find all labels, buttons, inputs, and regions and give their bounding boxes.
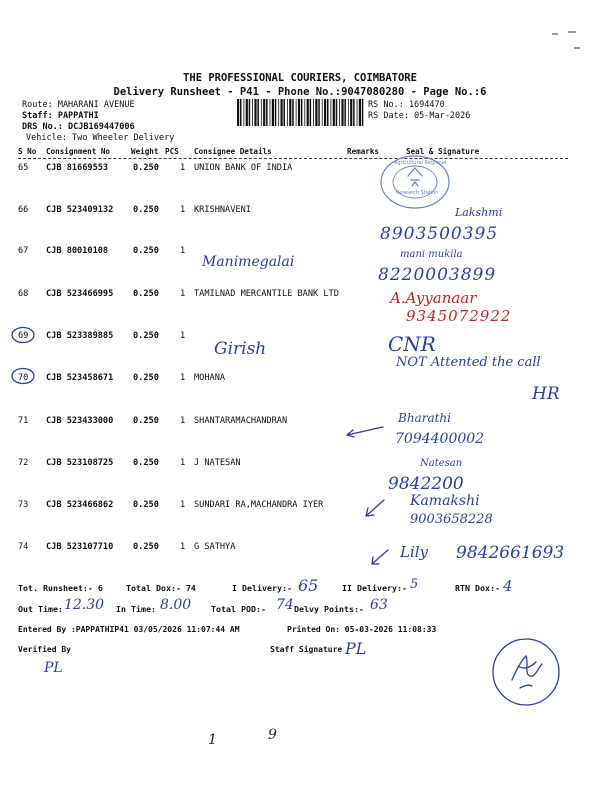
barcode-bar xyxy=(333,99,335,126)
hw-r67-note: mani mukila xyxy=(400,249,463,260)
barcode-bar xyxy=(292,99,294,126)
stamp-seal xyxy=(378,150,452,210)
col-weight: Weight xyxy=(131,147,159,156)
row-consignee: MOHANA xyxy=(194,373,226,383)
row-sno: 67 xyxy=(18,246,29,256)
hw-r72-phone: 9842200 xyxy=(388,474,464,494)
barcode-bar xyxy=(336,99,338,126)
hw-r68-phone: 9345072922 xyxy=(406,307,512,325)
col-pcs: PCS xyxy=(165,147,179,156)
barcode-bar xyxy=(263,99,265,126)
entered-by: Entered By :PAPPATHIP41 03/05/2026 11:07:44 AM xyxy=(18,625,240,634)
hw-r69-remark1: CNR xyxy=(388,332,436,356)
col-seal: Seal & Signature xyxy=(406,147,480,156)
barcode-bar xyxy=(257,99,259,126)
row-pcs: 1 xyxy=(180,246,186,256)
hw-r69-remark2: NOT Attented the call xyxy=(396,355,541,370)
row-weight: 0.250 xyxy=(133,500,159,510)
barcode-bar xyxy=(304,99,305,126)
barcode-bar xyxy=(318,99,320,126)
rtn-dox-value: 4 xyxy=(503,577,513,595)
verified-by: Verified By xyxy=(18,645,71,654)
barcode-bar xyxy=(353,99,355,126)
arrow-mark-74 xyxy=(368,548,390,568)
row-consignee: J NATESAN xyxy=(194,458,241,468)
hw-r68-name: A.Ayyanaar xyxy=(390,289,477,307)
table-row xyxy=(18,163,568,203)
stray-mark-2: 9 xyxy=(268,727,277,743)
table-row xyxy=(18,416,568,456)
col-consignment: Consignment No xyxy=(46,147,111,156)
barcode-bar xyxy=(252,99,253,126)
in-time-label: In Time: xyxy=(116,604,156,614)
header-divider xyxy=(18,158,568,159)
row-pcs: 1 xyxy=(180,331,186,341)
barcode-bar xyxy=(254,99,256,126)
barcode-bar xyxy=(284,99,286,126)
tot-runsheet: Tot. Runsheet:- 6 xyxy=(18,583,103,593)
barcode xyxy=(237,99,365,126)
hw-r72-name: Natesan xyxy=(420,458,463,469)
ii-delivery-value: 5 xyxy=(410,577,419,592)
hw-r66-phone: 8903500395 xyxy=(380,224,499,244)
row-sno: 69 xyxy=(18,331,29,341)
barcode-bar xyxy=(287,99,288,126)
row-weight: 0.250 xyxy=(133,331,159,341)
row-consignment: CJB 81669553 xyxy=(46,163,109,173)
circle-mark-70 xyxy=(10,367,36,385)
row-pcs: 1 xyxy=(180,373,186,383)
row-consignment: CJB 523433000 xyxy=(46,416,114,426)
barcode-bar xyxy=(261,99,262,126)
barcode-bar xyxy=(315,99,317,126)
barcode-bar xyxy=(298,99,300,126)
circle-mark-69 xyxy=(10,326,36,344)
ii-delivery-label: II Delivery:- xyxy=(342,583,407,593)
row-consignment: CJB 523108725 xyxy=(46,458,114,468)
row-consignment: CJB 523466862 xyxy=(46,500,114,510)
col-sno: S No xyxy=(18,147,37,156)
rs-date: RS Date: 05-Mar-2026 xyxy=(368,111,471,121)
row-weight: 0.250 xyxy=(133,246,159,256)
hw-r74-name: Lily xyxy=(400,543,429,561)
company-title: THE PROFESSIONAL COURIERS, COIMBATORE xyxy=(183,72,417,84)
table-row xyxy=(18,373,568,413)
hw-r73-name: Kamakshi xyxy=(410,493,480,509)
out-time-value: 12.30 xyxy=(64,597,105,613)
total-pod-label: Total POD:- xyxy=(211,604,266,614)
round-seal xyxy=(490,636,562,708)
table-row xyxy=(18,458,568,498)
row-pcs: 1 xyxy=(180,416,186,426)
hw-r66-name: Lakshmi xyxy=(455,206,503,219)
row-sno: 74 xyxy=(18,542,29,552)
stamp-text-1: Agricultural Regional xyxy=(394,160,447,166)
out-time-label: Out Time: xyxy=(18,604,63,614)
hw-r69-name: Girish xyxy=(214,339,267,359)
barcode-bar xyxy=(266,99,268,126)
rtn-dox-label: RTN Dox:- xyxy=(455,583,500,593)
runsheet-subtitle: Delivery Runsheet - P41 - Phone No.:9047080280 - Page No.:6 xyxy=(113,86,487,98)
row-weight: 0.250 xyxy=(133,205,159,215)
barcode-bar xyxy=(359,99,361,126)
row-pcs: 1 xyxy=(180,500,186,510)
rs-number: RS No.: 1694470 xyxy=(368,100,445,110)
stray-mark-1: 1 xyxy=(208,732,217,748)
barcode-bar xyxy=(249,99,251,126)
col-remarks: Remarks xyxy=(347,147,380,156)
row-pcs: 1 xyxy=(180,205,186,215)
barcode-bar xyxy=(240,99,242,126)
drs-label: DRS No.: DCJB169447006 xyxy=(22,122,135,132)
hw-r71-name: Bharathi xyxy=(398,411,451,425)
row-pcs: 1 xyxy=(180,542,186,552)
row-pcs: 1 xyxy=(180,289,186,299)
verified-signature: PL xyxy=(44,660,63,676)
row-consignment: CJB 523409132 xyxy=(46,205,114,215)
total-dox: Total Dox:- 74 xyxy=(126,583,196,593)
row-weight: 0.250 xyxy=(133,373,159,383)
barcode-bar xyxy=(281,99,283,126)
staff-label: Staff: PAPPATHI xyxy=(22,111,99,121)
barcode-bar xyxy=(362,99,364,126)
barcode-bar xyxy=(310,99,312,126)
arrow-mark-73 xyxy=(362,498,386,520)
barcode-bar xyxy=(278,99,279,126)
barcode-bar xyxy=(270,99,271,126)
row-sno: 70 xyxy=(18,373,29,383)
barcode-bar xyxy=(244,99,245,126)
row-weight: 0.250 xyxy=(133,458,159,468)
col-consignee: Consignee Details xyxy=(194,147,272,156)
barcode-bar xyxy=(289,99,291,126)
barcode-bar xyxy=(296,99,297,126)
row-sno: 72 xyxy=(18,458,29,468)
row-consignee: G SATHYA xyxy=(194,542,236,552)
barcode-bar xyxy=(237,99,239,126)
barcode-bar xyxy=(331,99,332,126)
row-weight: 0.250 xyxy=(133,289,159,299)
row-pcs: 1 xyxy=(180,458,186,468)
vehicle-label: Vehicle: Two Wheeler Delivery xyxy=(26,133,175,143)
row-consignee: SUNDARI RA,MACHANDRA IYER xyxy=(194,500,324,510)
row-sno: 65 xyxy=(18,163,29,173)
row-sno: 68 xyxy=(18,289,29,299)
barcode-bar xyxy=(307,99,309,126)
barcode-bar xyxy=(350,99,352,126)
i-delivery-value: 65 xyxy=(298,576,319,595)
row-weight: 0.250 xyxy=(133,542,159,552)
barcode-bar xyxy=(313,99,314,126)
hw-r67-name: Manimegalai xyxy=(202,254,295,270)
row-sno: 73 xyxy=(18,500,29,510)
delvy-points-label: Delvy Points:- xyxy=(294,604,364,614)
barcode-bar xyxy=(322,99,323,126)
row-weight: 0.250 xyxy=(133,416,159,426)
barcode-bar xyxy=(344,99,346,126)
barcode-bar xyxy=(348,99,349,126)
row-consignee: UNION BANK OF INDIA xyxy=(194,163,293,173)
barcode-bar xyxy=(339,99,340,126)
barcode-bar xyxy=(272,99,274,126)
barcode-bar xyxy=(301,99,303,126)
barcode-bar xyxy=(246,99,248,126)
in-time-value: 8.00 xyxy=(160,597,192,613)
hw-r70-remark: HR xyxy=(532,384,560,404)
row-pcs: 1 xyxy=(180,163,186,173)
barcode-bar xyxy=(341,99,343,126)
hw-r67-phone: 8220003899 xyxy=(378,265,497,285)
corner-marks xyxy=(548,28,588,52)
row-consignee: TAMILNAD MERCANTILE BANK LTD xyxy=(194,289,339,299)
barcode-bar xyxy=(275,99,277,126)
hw-r73-phone: 9003658228 xyxy=(410,512,493,527)
row-sno: 71 xyxy=(18,416,29,426)
staff-signature-label: Staff Signature xyxy=(270,645,343,654)
hw-r71-phone: 7094400002 xyxy=(395,431,485,447)
row-consignment: CJB 523466995 xyxy=(46,289,114,299)
row-consignment: CJB 523458671 xyxy=(46,373,114,383)
row-consignment: CJB 523107710 xyxy=(46,542,114,552)
row-consignee: SHANTARAMACHANDRAN xyxy=(194,416,288,426)
barcode-bar xyxy=(324,99,326,126)
hw-r74-phone: 9842661693 xyxy=(456,543,565,563)
row-consignment: CJB 523389885 xyxy=(46,331,114,341)
stamp-text-2: Research Station xyxy=(396,190,439,196)
arrow-mark-71 xyxy=(345,425,385,439)
i-delivery-label: I Delivery:- xyxy=(232,583,292,593)
total-pod-value: 74 xyxy=(276,597,294,613)
staff-signature-initials: PL xyxy=(345,639,367,658)
row-consignment: CJB 80010108 xyxy=(46,246,109,256)
row-sno: 66 xyxy=(18,205,29,215)
row-consignee: KRISHNAVENI xyxy=(194,205,251,215)
barcode-bar xyxy=(327,99,329,126)
route-label: Route: MAHARANI AVENUE xyxy=(22,100,135,110)
printed-on: Printed On: 05-03-2026 11:08:33 xyxy=(287,625,437,634)
row-weight: 0.250 xyxy=(133,163,159,173)
barcode-bar xyxy=(357,99,358,126)
delvy-points-value: 63 xyxy=(370,597,388,613)
